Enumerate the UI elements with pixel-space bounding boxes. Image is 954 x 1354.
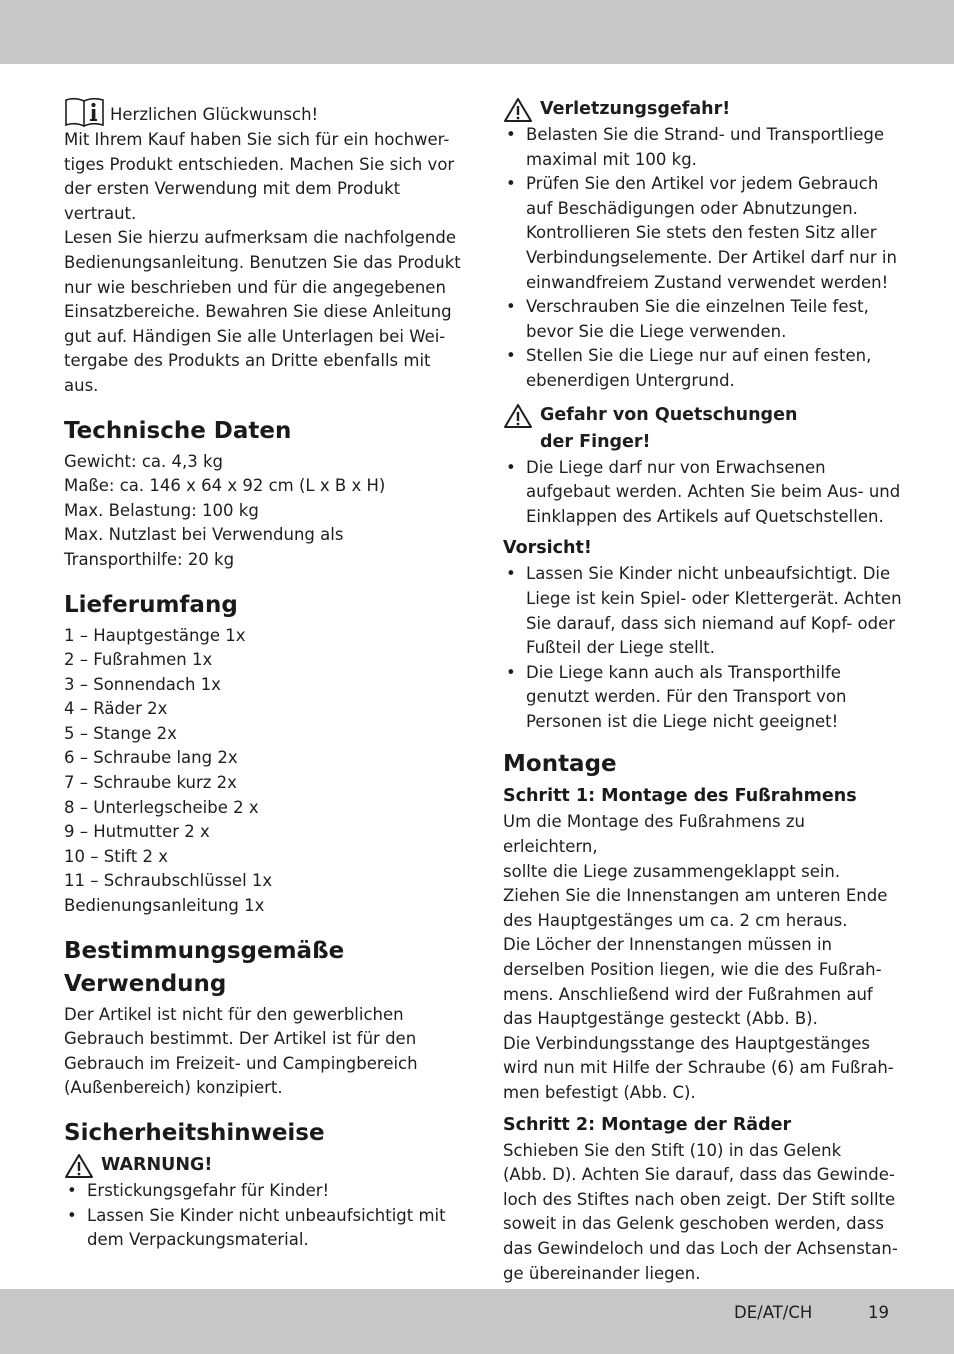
step1-line: mens. Anschließend wird der Fußrahmen auf <box>503 984 873 1004</box>
injury-label: Verletzungsgefahr! <box>540 99 731 119</box>
step2-line: ge übereinander liegen. <box>503 1263 701 1283</box>
footer-region: DE/AT/CH <box>734 1303 813 1322</box>
safety-heading: Sicherheitshinweise <box>64 1120 325 1146</box>
intended-line: Gebrauch bestimmt. Der Artikel ist für den <box>64 1029 417 1049</box>
step2-paragraph <box>503 1139 903 1287</box>
list-item: • Verschrauben Sie die einzelnen Teile fest, bevor Sie die Liege verwenden. <box>503 295 903 344</box>
header-band <box>0 0 954 64</box>
intro-heading <box>64 96 464 128</box>
intro-line: der ersten Verwendung mit dem Produkt vertraut. <box>64 179 401 223</box>
injury-list <box>503 123 903 394</box>
step2-line: (Abb. D). Achten Sie darauf, dass das Gewinde- <box>503 1165 895 1185</box>
intended-line: Der Artikel ist nicht für den gewerblichen <box>64 1004 404 1024</box>
tech-heading: Technische Daten <box>64 417 292 444</box>
delivery-item: 8 – Unterlegscheibe 2 x <box>64 797 259 817</box>
intro-line: Einsatzbereiche. Bewahren Sie diese Anleitung <box>64 302 452 322</box>
intro-line: tiges Produkt entschieden. Machen Sie sich vor <box>64 154 455 174</box>
assembly-heading: Montage <box>503 751 617 778</box>
intro-line: tergabe des Produkts an Dritte ebenfalls mit aus. <box>64 351 431 395</box>
delivery-item: 6 – Schraube lang 2x <box>64 748 238 768</box>
delivery-item: 11 – Schraubschlüssel 1x <box>64 871 273 891</box>
step2-line: Schieben Sie den Stift (10) in das Gelenk <box>503 1140 842 1160</box>
delivery-item: 7 – Schraube kurz 2x <box>64 773 237 793</box>
injury-heading <box>503 96 903 123</box>
tech-specs <box>64 450 464 573</box>
list-item: • Die Liege darf nur von Erwachsenen aufgebaut werden. Achten Sie beim Aus- und Einklappen des Artikels auf Quetschstellen. <box>503 456 903 530</box>
caution-heading: Vorsicht! <box>503 538 592 559</box>
intro-paragraph <box>64 128 464 399</box>
page-number: 19 <box>868 1303 889 1322</box>
step1-line: das Hauptgestänge gesteckt (Abb. B). <box>503 1009 818 1029</box>
greeting-text: Herzlichen Glückwunsch! <box>110 105 319 125</box>
step1-line: Die Löcher der Innenstangen müssen in <box>503 935 833 955</box>
warning-heading <box>64 1152 464 1179</box>
intended-line: Gebrauch im Freizeit- und Campingbereich <box>64 1053 418 1073</box>
list-item: • Erstickungsgefahr für Kinder! <box>64 1179 464 1204</box>
step1-heading: Schritt 1: Montage des Fußrahmens <box>503 786 857 807</box>
delivery-item: 3 – Sonnendach 1x <box>64 674 221 694</box>
warning-label: WARNUNG! <box>101 1155 213 1175</box>
delivery-item: 5 – Stange 2x <box>64 723 177 743</box>
spec-line: Gewicht: ca. 4,3 kg <box>64 451 224 471</box>
left-column <box>64 96 464 1253</box>
delivery-item: 1 – Hauptgestänge 1x <box>64 625 246 645</box>
caution-list <box>503 562 903 734</box>
pinch-list <box>503 456 903 530</box>
delivery-item: 9 – Hutmutter 2 x <box>64 822 210 842</box>
intended-use-heading <box>64 935 464 1001</box>
intended-line: (Außenbereich) konzipiert. <box>64 1078 283 1098</box>
list-item: • Prüfen Sie den Artikel vor jedem Gebrauch auf Beschädigungen oder Abnutzungen. Kontrollieren Sie stets den festen Sitz aller Verbindungselemente. Der Artikel darf nur in einwandfreiem Zustand verwendet werden! <box>503 172 903 295</box>
manual-info-icon <box>64 96 106 128</box>
delivery-item: 10 – Stift 2 x <box>64 846 169 866</box>
spec-line: Transporthilfe: 20 kg <box>64 549 235 569</box>
intro-line: nur wie beschrieben und für die angegebenen <box>64 277 446 297</box>
step2-line: loch des Stiftes nach oben zeigt. Der Stift sollte <box>503 1189 896 1209</box>
intended-use-heading-line: Bestimmungsgemäße <box>64 937 345 964</box>
step1-line: wird nun mit Hilfe der Schraube (6) am Fußrah- <box>503 1058 894 1078</box>
intro-line: Bedienungsanleitung. Benutzen Sie das Produkt <box>64 252 461 272</box>
intro-line: Lesen Sie hierzu aufmerksam die nachfolgende <box>64 228 457 248</box>
list-item: • Lassen Sie Kinder nicht unbeaufsichtigt mit dem Verpackungsmaterial. <box>64 1204 464 1253</box>
delivery-item: Bedienungsanleitung 1x <box>64 896 265 916</box>
step1-line: des Hauptgestänges um ca. 2 cm heraus. <box>503 910 848 930</box>
list-item: • Lassen Sie Kinder nicht unbeaufsichtigt. Die Liege ist kein Spiel- oder Klettergerät. Achten Sie darauf, dass sich niemand auf Kopf- oder Fußteil der Liege stellt. <box>503 562 903 660</box>
delivery-item: 4 – Räder 2x <box>64 699 168 719</box>
pinch-label-line: Gefahr von Quetschungen <box>540 404 798 425</box>
step2-heading: Schritt 2: Montage der Räder <box>503 1114 792 1135</box>
warning-list <box>64 1179 464 1253</box>
pinch-label-line: der Finger! <box>540 431 651 452</box>
list-item: • Stellen Sie die Liege nur auf einen festen, ebenerdigen Untergrund. <box>503 344 903 393</box>
step1-line: Die Verbindungsstange des Hauptgestänges <box>503 1033 870 1053</box>
warning-triangle-icon <box>503 403 533 429</box>
right-column <box>503 96 903 1286</box>
spec-line: Max. Belastung: 100 kg <box>64 500 259 520</box>
warning-triangle-icon <box>64 1153 94 1179</box>
step2-line: soweit in das Gelenk geschoben werden, dass <box>503 1214 884 1234</box>
pinch-label <box>540 402 797 456</box>
intro-line: Mit Ihrem Kauf haben Sie sich für ein hochwer- <box>64 130 450 149</box>
intended-use-paragraph <box>64 1003 464 1101</box>
delivery-heading: Lieferumfang <box>64 591 238 618</box>
intended-use-heading-line: Verwendung <box>64 970 227 997</box>
pinch-heading <box>503 402 903 456</box>
list-item: • Die Liege kann auch als Transporthilfe genutzt werden. Für den Transport von Personen ist die Liege nicht geeignet! <box>503 661 903 735</box>
list-item: • Belasten Sie die Strand- und Transportliege maximal mit 100 kg. <box>503 123 903 172</box>
step2-line: das Gewindeloch und das Loch der Achsenstan- <box>503 1238 898 1258</box>
delivery-list <box>64 624 464 919</box>
step1-line: sollte die Liege zusammengeklappt sein. <box>503 861 841 881</box>
step1-line: men befestigt (Abb. C). <box>503 1083 696 1102</box>
intro-line: gut auf. Händigen Sie alle Unterlagen bei Wei- <box>64 326 446 346</box>
spec-line: Maße: ca. 146 x 64 x 92 cm (L x B x H) <box>64 476 386 496</box>
step1-line: Ziehen Sie die Innenstangen am unteren Ende <box>503 886 888 906</box>
step1-line: derselben Position liegen, wie die des Fußrah- <box>503 960 882 980</box>
warning-triangle-icon <box>503 97 533 123</box>
step1-paragraph <box>503 810 903 1105</box>
spec-line: Max. Nutzlast bei Verwendung als <box>64 525 344 545</box>
step1-line: Um die Montage des Fußrahmens zu erleichtern, <box>503 812 805 857</box>
delivery-item: 2 – Fußrahmen 1x <box>64 650 213 670</box>
